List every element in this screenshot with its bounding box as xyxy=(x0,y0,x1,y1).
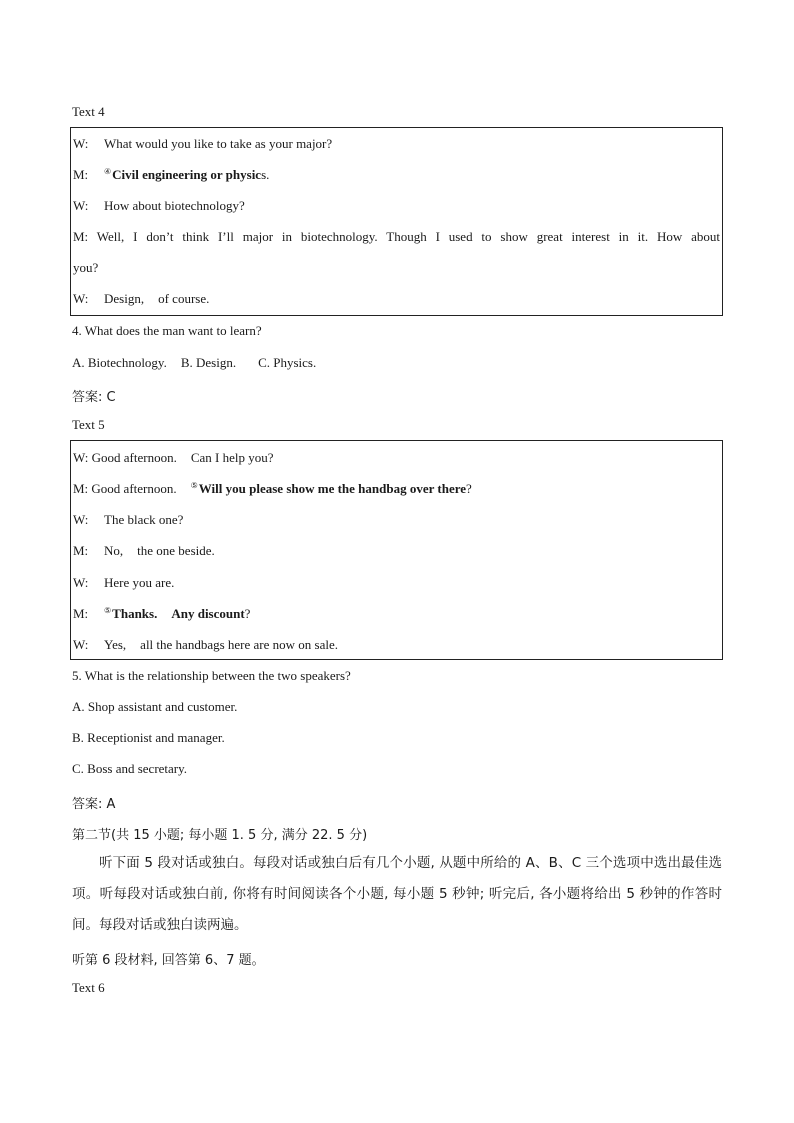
dialogue-text: M: Good afternoon. xyxy=(73,481,177,496)
text6-heading: Text 6 xyxy=(72,980,105,995)
answer-5: 答案: A xyxy=(72,797,116,812)
dialogue-text: all the handbags here are now on sale. xyxy=(140,637,338,652)
dialogue-text: No, xyxy=(104,543,124,558)
dialogue-line xyxy=(73,575,174,591)
dialogue-text: the one beside. xyxy=(137,543,215,558)
dialogue-text: ? xyxy=(244,606,251,621)
dialogue-text: How about xyxy=(656,229,720,244)
dialogue-text: How about biotechnology? xyxy=(104,198,245,213)
option-b: B. Receptionist and manager. xyxy=(72,730,225,745)
key-phrase: Civil engineering or physic xyxy=(112,167,262,182)
speaker-label: M: xyxy=(73,543,89,558)
speaker-label: W: xyxy=(73,512,89,527)
dialogue-line xyxy=(73,606,250,622)
circled-number-4: ④ xyxy=(104,167,112,176)
dialogue-line xyxy=(73,512,183,528)
speaker-label: M: xyxy=(73,167,89,182)
option-b: B. Design. xyxy=(180,355,237,370)
dialogue-line xyxy=(73,450,274,466)
option-c: C. Boss and secretary. xyxy=(72,761,188,776)
question-5: 5. What is the relationship between the two speakers? xyxy=(72,668,351,683)
dialogue-text: ? xyxy=(466,481,472,496)
dialogue-text: The black one? xyxy=(104,512,184,527)
listening-prompt: 听第 6 段材料, 回答第 6、7 题。 xyxy=(72,953,265,968)
dialogue-line-continued: you? xyxy=(73,260,99,275)
key-phrase: Thanks. xyxy=(112,606,158,621)
section-title: 第二节(共 15 小题; 每小题 1. 5 分, 满分 22. 5 分) xyxy=(72,828,368,843)
dialogue-text: Can I help you? xyxy=(190,450,274,465)
dialogue-line xyxy=(73,198,245,214)
dialogue-line xyxy=(73,543,215,559)
dialogue-line xyxy=(73,167,269,183)
text5-heading: Text 5 xyxy=(72,417,105,432)
section-instructions: 听下面 5 段对话或独白。每段对话或独白后有几个小题, 从题中所给的 A、B、C 三个选项中选出最佳选项。听每段对话或独白前, 你将有时间阅读各个小题, 每小题 5 秒钟; 听完后, 各小题将给出 5 秒钟的作答时间。每段对话或独白读两遍。 xyxy=(72,855,722,933)
speaker-label: W: xyxy=(73,637,89,652)
dialogue-line xyxy=(73,136,332,152)
dialogue-text: s. xyxy=(261,167,270,182)
dialogue-text: What would you like to take as your major? xyxy=(104,136,333,151)
dialogue-text: Here you are. xyxy=(104,575,175,590)
dialogue-text: Well, xyxy=(96,229,125,244)
key-phrase: Will you please show me the handbag over there xyxy=(198,481,467,496)
dialogue-line xyxy=(73,481,472,497)
dialogue-text: Though I used to show great interest in it. xyxy=(386,229,649,244)
option-a: A. Biotechnology. xyxy=(72,355,167,370)
circled-number-5: ⑤ xyxy=(190,481,198,490)
answer-4: 答案: C xyxy=(72,390,116,405)
question-4-options xyxy=(72,355,316,371)
dialogue-text: I don’t think I’ll major in biotechnology. xyxy=(133,229,378,244)
dialogue-text: Yes, xyxy=(104,637,127,652)
speaker-label: W: xyxy=(73,575,89,590)
dialogue-line xyxy=(73,637,338,653)
key-phrase: Any discount xyxy=(171,606,245,621)
dialogue-text: W: Good afternoon. xyxy=(73,450,177,465)
text4-dialogue-box xyxy=(70,127,723,316)
dialogue-text: of course. xyxy=(158,291,210,306)
speaker-label: W: xyxy=(73,136,89,151)
dialogue-text: Design, xyxy=(104,291,145,306)
dialogue-line xyxy=(73,291,209,307)
circled-number-5: ⑤ xyxy=(104,606,112,615)
text5-dialogue-box xyxy=(70,440,723,660)
speaker-label: M: xyxy=(73,606,89,621)
question-4: 4. What does the man want to learn? xyxy=(72,323,262,338)
speaker-label: W: xyxy=(73,291,89,306)
speaker-label: M: xyxy=(73,229,89,244)
speaker-label: W: xyxy=(73,198,89,213)
option-a: A. Shop assistant and customer. xyxy=(72,699,238,714)
text4-heading: Text 4 xyxy=(72,104,105,119)
option-c: C. Physics. xyxy=(258,355,317,370)
dialogue-line xyxy=(73,229,720,245)
